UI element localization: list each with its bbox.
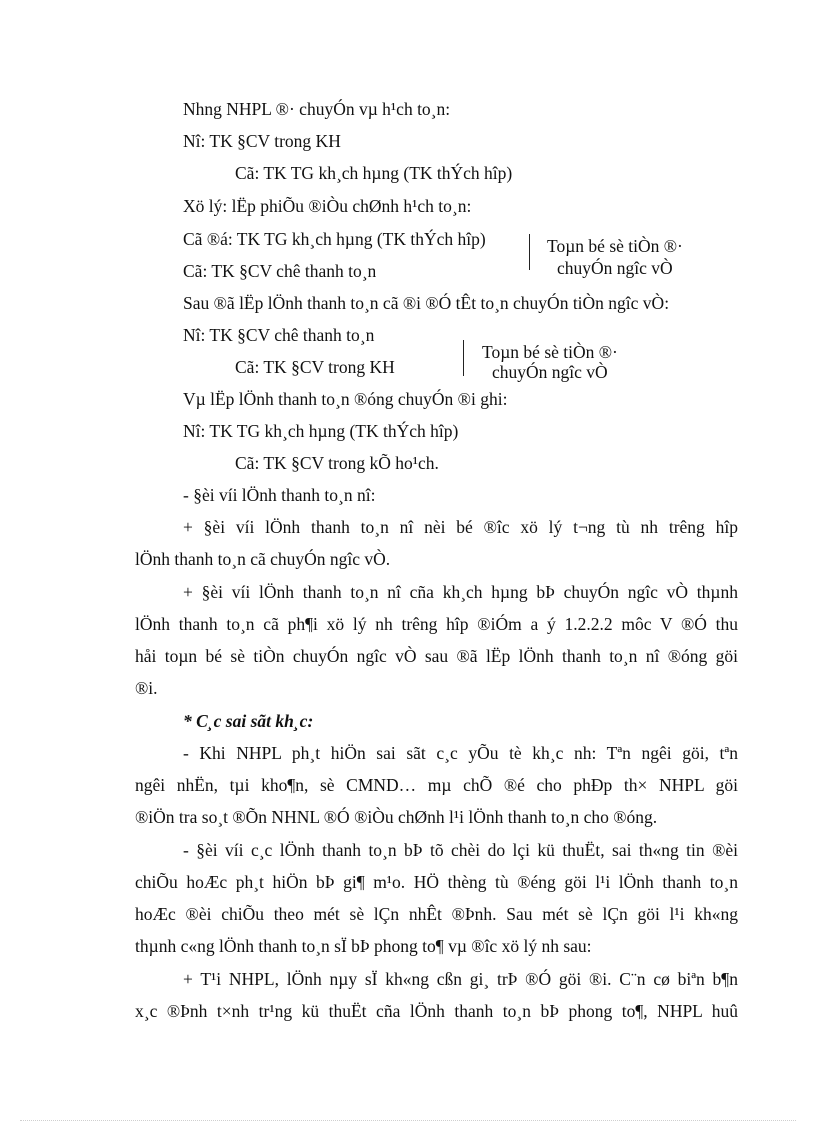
para5-line-2: x¸c ®Þnh t×nh tr¹ng kü thuËt cña lÖnh thanh to¸n bÞ phong to¶, NHPL huû (135, 1001, 738, 1021)
para2-line-3: håi toµn bé sè tiÒn chuyÓn ngîc vÒ sau ®ã lËp lÖnh thanh to¸n nî ®óng göi (135, 646, 738, 666)
text-line-8: Nî: TK §CV chê thanh to¸n (183, 325, 375, 345)
text-line-4: Xö lý: lËp phiÕu ®iÒu chØnh h¹ch to¸n: (183, 196, 472, 216)
margin-note-1a: Toµn bé sè tiÒn ®· (547, 236, 683, 256)
para4-line-4: thµnh c«ng lÖnh thanh to¸n sÏ bÞ phong to¶ vµ ®îc xö lý nh sau: (135, 936, 592, 956)
para3-line-3: ®iÖn tra so¸t ®Õn NHNL ®Ó ®iÒu chØnh l¹i lÖnh thanh to¸n cho ®óng. (135, 807, 658, 827)
para2-line-4: ®i. (135, 678, 158, 698)
para2-line-2: lÖnh thanh to¸n cã ph¶i xö lý nh trêng hîp ®iÓm a ý 1.2.2.2 môc V ®Ó thu (135, 614, 738, 634)
section-heading: * C¸c sai sãt kh¸c: (183, 711, 314, 731)
para3-line-1: - Khi NHPL ph¸t hiÖn sai sãt c¸c yÕu tè kh¸c nh: Tªn ngêi göi, tªn (183, 743, 738, 763)
text-line-9: Cã: TK §CV trong KH (235, 357, 395, 377)
text-line-7: Sau ®ã lËp lÖnh thanh to¸n cã ®i ®Ó tÊt to¸n chuyÓn tiÒn ngîc vÒ: (183, 293, 670, 313)
para2-line-1: + §èi víi lÖnh thanh to¸n nî cña kh¸ch hµng bÞ chuyÓn ngîc vÒ thµnh (183, 582, 738, 602)
para1-line-2: lÖnh thanh to¸n cã chuyÓn ngîc vÒ. (135, 549, 391, 569)
page-bottom-rule (20, 1120, 796, 1121)
para4-line-2: chiÕu hoÆc ph¸t hiÖn bÞ gi¶ m¹o. HÖ thèng tù ®éng göi l¹i lÖnh thanh to¸n (135, 872, 738, 892)
text-line-12: Cã: TK §CV trong kÕ ho¹ch. (235, 453, 439, 473)
text-line-6: Cã: TK §CV chê thanh to¸n (183, 261, 377, 281)
text-line-3: Cã: TK TG kh¸ch hµng (TK thÝch hîp) (235, 163, 513, 183)
para3-line-2: ngêi nhËn, tµi kho¶n, sè CMND… mµ chÕ ®é cho phÐp th× NHPL göi (135, 775, 738, 795)
brace-bar-2 (463, 340, 464, 376)
margin-note-2a: Toµn bé sè tiÒn ®· (482, 342, 618, 362)
para5-line-1: + T¹i NHPL, lÖnh nµy sÏ kh«ng cßn gi¸ trÞ ®Ó göi ®i. C¨n cø biªn b¶n (183, 969, 738, 989)
brace-bar-1 (529, 234, 530, 270)
para4-line-3: hoÆc ®èi chiÕu theo mét sè lÇn nhÊt ®Þnh. Sau mét sè lÇn göi l¹i kh«ng (135, 904, 738, 924)
text-line-11: Nî: TK TG kh¸ch hµng (TK thÝch hîp) (183, 421, 459, 441)
text-line-1: Nhng NHPL ®· chuyÓn vµ h¹ch to¸n: (183, 99, 451, 119)
margin-note-2b: chuyÓn ngîc vÒ (492, 362, 608, 382)
para4-line-1: - §èi víi c¸c lÖnh thanh to¸n bÞ tõ chèi do lçi kü thuËt, sai th«ng tin ®èi (183, 840, 738, 860)
text-line-5: Cã ®á: TK TG kh¸ch hµng (TK thÝch hîp) (183, 229, 486, 249)
para1-line-1: + §èi víi lÖnh thanh to¸n nî nèi bé ®îc xö lý t¬ng tù nh trêng hîp (183, 517, 738, 537)
text-line-10: Vµ lËp lÖnh thanh to¸n ®óng chuyÓn ®i ghi: (183, 389, 508, 409)
text-line-2: Nî: TK §CV trong KH (183, 131, 341, 151)
margin-note-1b: chuyÓn ngîc vÒ (557, 258, 673, 278)
text-line-13: - §èi víi lÖnh thanh to¸n nî: (183, 485, 376, 505)
